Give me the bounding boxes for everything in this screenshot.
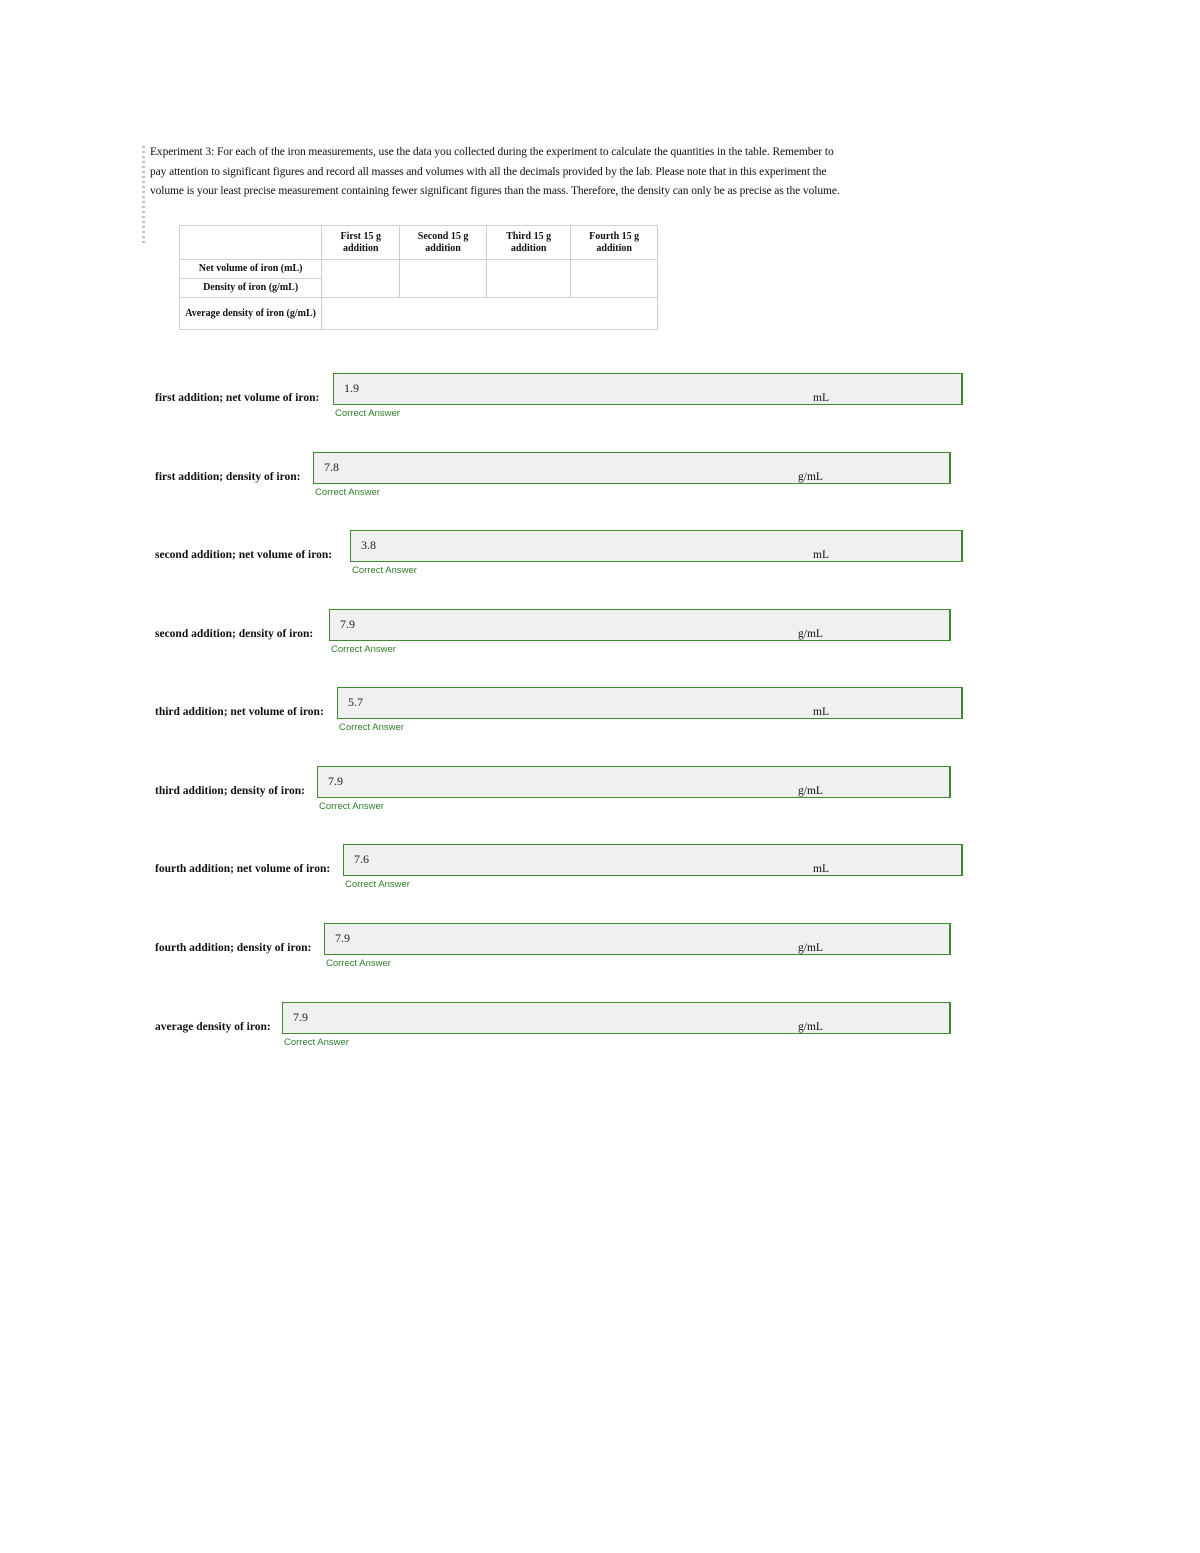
- answer-input-average-density[interactable]: [282, 1002, 951, 1034]
- answer-input-fourth-volume[interactable]: [343, 844, 963, 876]
- answer-input-fourth-density[interactable]: [324, 923, 951, 955]
- table-cell: [400, 260, 487, 298]
- answer-label: third addition; net volume of iron:: [155, 706, 324, 718]
- row-label-average-density: Average density of iron (g/mL): [180, 298, 322, 330]
- answer-value: 5.7: [348, 695, 363, 709]
- answer-label: second addition; density of iron:: [155, 628, 314, 640]
- table-header-second: Second 15 g addition: [400, 226, 487, 260]
- feedback-correct: Correct Answer: [284, 1037, 349, 1048]
- answer-value: 7.9: [335, 931, 350, 945]
- answer-value: 7.6: [354, 852, 369, 866]
- answer-value: 7.9: [340, 617, 355, 631]
- answer-label: fourth addition; net volume of iron:: [155, 863, 331, 875]
- answer-row-second-density: [155, 609, 835, 669]
- feedback-correct: Correct Answer: [319, 801, 384, 812]
- feedback-correct: Correct Answer: [315, 487, 380, 498]
- row-label-net-volume: Net volume of iron (mL): [180, 260, 322, 279]
- answer-row-third-density: [155, 766, 835, 826]
- table-cell: [322, 298, 658, 330]
- table-row: [180, 298, 658, 330]
- answer-row-first-volume: [155, 373, 835, 433]
- answer-label: first addition; net volume of iron:: [155, 392, 320, 404]
- iron-data-table: [179, 225, 658, 330]
- table-header-row: [180, 226, 658, 260]
- answer-row-second-volume: [155, 530, 835, 590]
- table-cell: [571, 260, 658, 298]
- feedback-correct: Correct Answer: [339, 722, 404, 733]
- answer-value: 7.9: [293, 1010, 308, 1024]
- answer-label: third addition; density of iron:: [155, 785, 305, 797]
- answer-value: 3.8: [361, 538, 376, 552]
- feedback-correct: Correct Answer: [326, 958, 391, 969]
- answer-label: first addition; density of iron:: [155, 471, 301, 483]
- answer-input-third-volume[interactable]: [337, 687, 963, 719]
- answer-label: fourth addition; density of iron:: [155, 942, 312, 954]
- feedback-correct: Correct Answer: [352, 565, 417, 576]
- unit-label: g/mL: [798, 942, 823, 954]
- table-header-fourth: Fourth 15 g addition: [571, 226, 658, 260]
- table-cell: [322, 260, 400, 298]
- answer-input-first-density[interactable]: [313, 452, 951, 484]
- answer-input-second-volume[interactable]: [350, 530, 963, 562]
- table-header-empty: [180, 226, 322, 260]
- answer-input-first-volume[interactable]: [333, 373, 963, 405]
- answer-row-fourth-density: [155, 923, 835, 983]
- answer-row-fourth-volume: [155, 844, 835, 904]
- feedback-correct: Correct Answer: [331, 644, 396, 655]
- unit-label: mL: [813, 863, 829, 875]
- answer-input-third-density[interactable]: [317, 766, 951, 798]
- unit-label: g/mL: [798, 1021, 823, 1033]
- answer-value: 7.8: [324, 460, 339, 474]
- feedback-correct: Correct Answer: [345, 879, 410, 890]
- answer-input-second-density[interactable]: [329, 609, 951, 641]
- margin-mark: [142, 146, 145, 246]
- row-label-density: Density of iron (g/mL): [180, 279, 322, 298]
- answer-value: 1.9: [344, 381, 359, 395]
- unit-label: mL: [813, 706, 829, 718]
- answer-label: second addition; net volume of iron:: [155, 549, 333, 561]
- table-header-first: First 15 g addition: [322, 226, 400, 260]
- instructions-text: Experiment 3: For each of the iron measurements, use the data you collected during the experiment to calculate the quantities in the table. Remember to pay attention to significant figures and record all masses and volumes with all the decimals provided by the lab. Please note that in this experiment the volume is your least precise measurement containing fewer significant figures than the mass. Therefore, the density can only be as precise as the volume.: [150, 146, 840, 197]
- answer-row-third-volume: [155, 687, 835, 747]
- answer-label: average density of iron:: [155, 1021, 271, 1033]
- answer-value: 7.9: [328, 774, 343, 788]
- unit-label: g/mL: [798, 785, 823, 797]
- answer-row-first-density: [155, 452, 835, 512]
- feedback-correct: Correct Answer: [335, 408, 400, 419]
- unit-label: mL: [813, 549, 829, 561]
- unit-label: g/mL: [798, 471, 823, 483]
- unit-label: mL: [813, 392, 829, 404]
- table-row: [180, 260, 658, 279]
- table-cell: [486, 260, 570, 298]
- answer-row-average-density: [155, 1002, 835, 1062]
- unit-label: g/mL: [798, 628, 823, 640]
- table-header-third: Third 15 g addition: [486, 226, 570, 260]
